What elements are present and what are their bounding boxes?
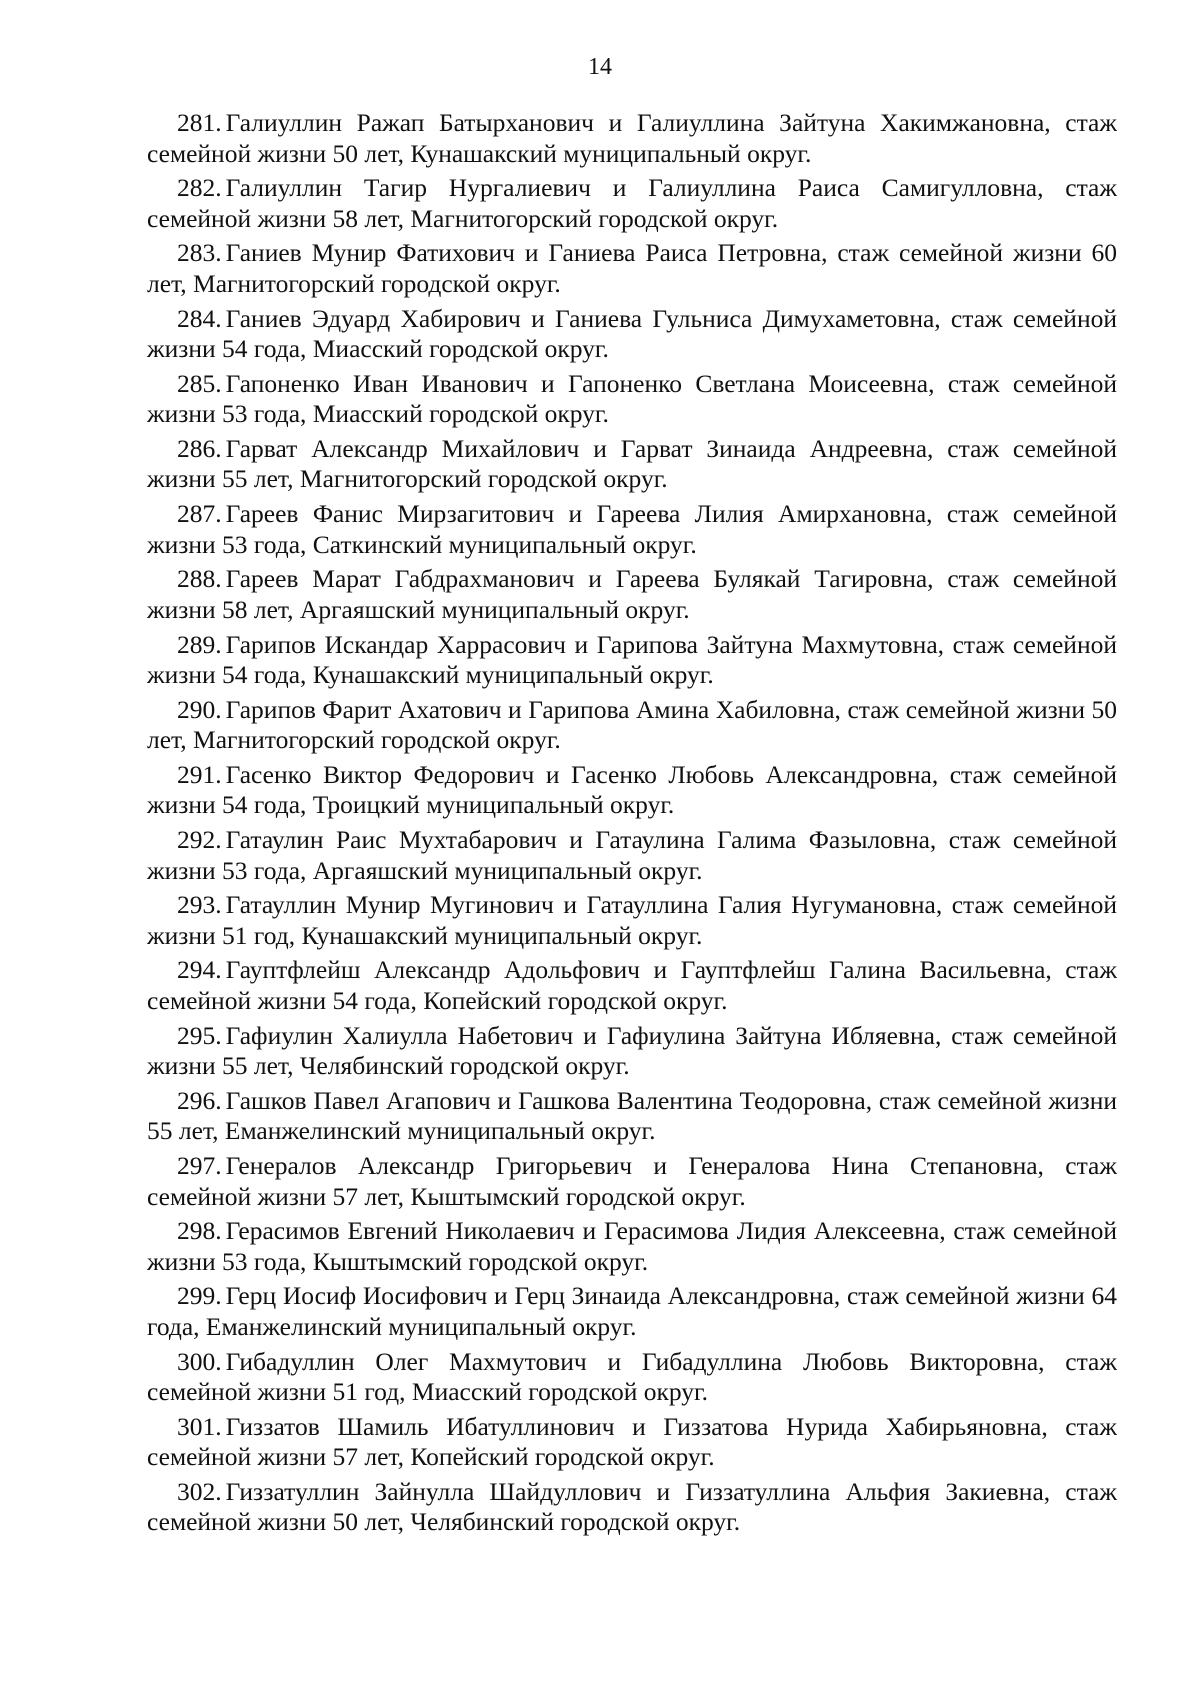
entry-text: Галиуллин Ражап Батырханович и Галиуллина Зайтуна Хакимжановна, стаж семейной жизни 50 лет, Кунашакский муниципальный округ.: [147, 108, 1117, 168]
entry-text: Гиззатуллин Зайнулла Шайдуллович и Гиззатуллина Альфия Закиевна, стаж семейной жизни 50 лет, Челябинский городской округ.: [147, 1476, 1117, 1537]
entry-text: Герасимов Евгений Николаевич и Герасимова Лидия Алексеевна, стаж семейной жизни 53 года, Кыштымский городской округ.: [147, 1216, 1117, 1276]
entry-text: Гиззатов Шамиль Ибатуллинович и Гиззатова Нурида Хабирьяновна, стаж семейной жизни 57 лет, Копейский городской округ.: [147, 1411, 1117, 1472]
entry-number: 293.: [177, 890, 222, 920]
list-item: [147, 1281, 1117, 1342]
list-item: [147, 499, 1117, 560]
list-item: [147, 304, 1117, 365]
list-item: [147, 1151, 1117, 1212]
entry-number: 290.: [177, 694, 222, 724]
entry-text: Гапоненко Иван Иванович и Гапоненко Светлана Моисеевна, стаж семейной жизни 53 года, Миасский городской округ.: [147, 368, 1117, 429]
entry-number: 281.: [177, 108, 222, 137]
entry-text: Гарипов Фарит Ахатович и Гарипова Амина Хабиловна, стаж семейной жизни 50 лет, Магнитогорский городской округ.: [147, 694, 1117, 755]
entry-text: Гибадуллин Олег Махмутович и Гибадуллина Любовь Викторовна, стаж семейной жизни 51 год, Миасский городской округ.: [147, 1346, 1117, 1407]
list-item: [147, 760, 1117, 821]
list-item: [147, 369, 1117, 430]
entry-number: 299.: [177, 1281, 222, 1311]
list-item: [147, 955, 1117, 1016]
entry-number: 289.: [177, 629, 222, 659]
list-item: [147, 434, 1117, 495]
entry-text: Гареев Марат Габдрахманович и Гареева Булякай Тагировна, стаж семейной жизни 58 лет, Аргаяшский муниципальный округ.: [147, 564, 1117, 624]
entry-text: Гауптфлейш Александр Адольфович и Гауптфлейш Галина Васильевна, стаж семейной жизни 54 года, Копейский городской округ.: [147, 955, 1117, 1015]
list-item: [147, 564, 1117, 625]
entry-number: 296.: [177, 1085, 222, 1115]
list-item: [147, 890, 1117, 951]
entry-text: Ганиев Эдуард Хабирович и Ганиева Гульниса Димухаметовна, стаж семейной жизни 54 года, Миасский городской округ.: [147, 303, 1117, 364]
entry-number: 297.: [177, 1151, 222, 1180]
entry-number: 294.: [177, 955, 222, 985]
entry-text: Гатауллин Мунир Мугинович и Гатауллина Галия Нугумановна, стаж семейной жизни 51 год, Кунашакский муниципальный округ.: [147, 890, 1117, 950]
entry-number: 285.: [177, 368, 222, 398]
entry-number: 300.: [177, 1346, 222, 1376]
entry-number: 292.: [177, 825, 222, 855]
list-item: [147, 1412, 1117, 1473]
entry-number: 291.: [177, 759, 222, 789]
entry-text: Ганиев Мунир Фатихович и Ганиева Раиса Петровна, стаж семейной жизни 60 лет, Магнитогорский городской округ.: [147, 238, 1117, 298]
list-item: [147, 630, 1117, 691]
entry-text: Герц Иосиф Иосифович и Герц Зинаида Александровна, стаж семейной жизни 64 года, Еманжелинский муниципальный округ.: [147, 1281, 1117, 1341]
entry-text: Гареев Фанис Мирзагитович и Гареева Лилия Амирхановна, стаж семейной жизни 53 года, Саткинский муниципальный округ.: [147, 499, 1117, 559]
entry-text: Генералов Александр Григорьевич и Генералова Нина Степановна, стаж семейной жизни 57 лет, Кыштымский городской округ.: [147, 1151, 1117, 1211]
list-item: [147, 1086, 1117, 1147]
entry-number: 284.: [177, 303, 222, 333]
list-item: [147, 1347, 1117, 1408]
entry-number: 286.: [177, 433, 222, 463]
entry-number: 298.: [177, 1216, 222, 1246]
list-item: [147, 1216, 1117, 1277]
list-item: [147, 825, 1117, 886]
list-item: [147, 238, 1117, 299]
list-item: [147, 108, 1117, 169]
entries-list: [147, 108, 1117, 1542]
entry-text: Гатаулин Раис Мухтабарович и Гатаулина Галима Фазыловна, стаж семейной жизни 53 года, Аргаяшский муниципальный округ.: [147, 825, 1117, 885]
entry-text: Гафиулин Халиулла Набетович и Гафиулина Зайтуна Ибляевна, стаж семейной жизни 55 лет, Челябинский городской округ.: [147, 1020, 1117, 1081]
entry-number: 283.: [177, 238, 222, 268]
entry-text: Гарипов Искандар Харрасович и Гарипова Зайтуна Махмутовна, стаж семейной жизни 54 года, Кунашакский муниципальный округ.: [147, 629, 1117, 689]
list-item: [147, 173, 1117, 234]
entry-number: 288.: [177, 564, 222, 594]
entry-text: Гасенко Виктор Федорович и Гасенко Любовь Александровна, стаж семейной жизни 54 года, Троицкий муниципальный округ.: [147, 759, 1117, 820]
entry-number: 287.: [177, 499, 222, 529]
list-item: [147, 695, 1117, 756]
page-number: 14: [588, 54, 612, 80]
entry-text: Гашков Павел Агапович и Гашкова Валентина Теодоровна, стаж семейной жизни 55 лет, Еманжелинский муниципальный округ.: [147, 1085, 1117, 1146]
entry-text: Гарват Александр Михайлович и Гарват Зинаида Андреевна, стаж семейной жизни 55 лет, Магнитогорский городской округ.: [147, 433, 1117, 494]
list-item: [147, 1477, 1117, 1538]
entry-number: 302.: [177, 1476, 222, 1506]
entry-text: Галиуллин Тагир Нургалиевич и Галиуллина Раиса Самигулловна, стаж семейной жизни 58 лет, Магнитогорский городской округ.: [147, 173, 1117, 233]
entry-number: 282.: [177, 173, 222, 203]
entry-number: 295.: [177, 1020, 222, 1050]
list-item: [147, 1021, 1117, 1082]
entry-number: 301.: [177, 1411, 222, 1441]
